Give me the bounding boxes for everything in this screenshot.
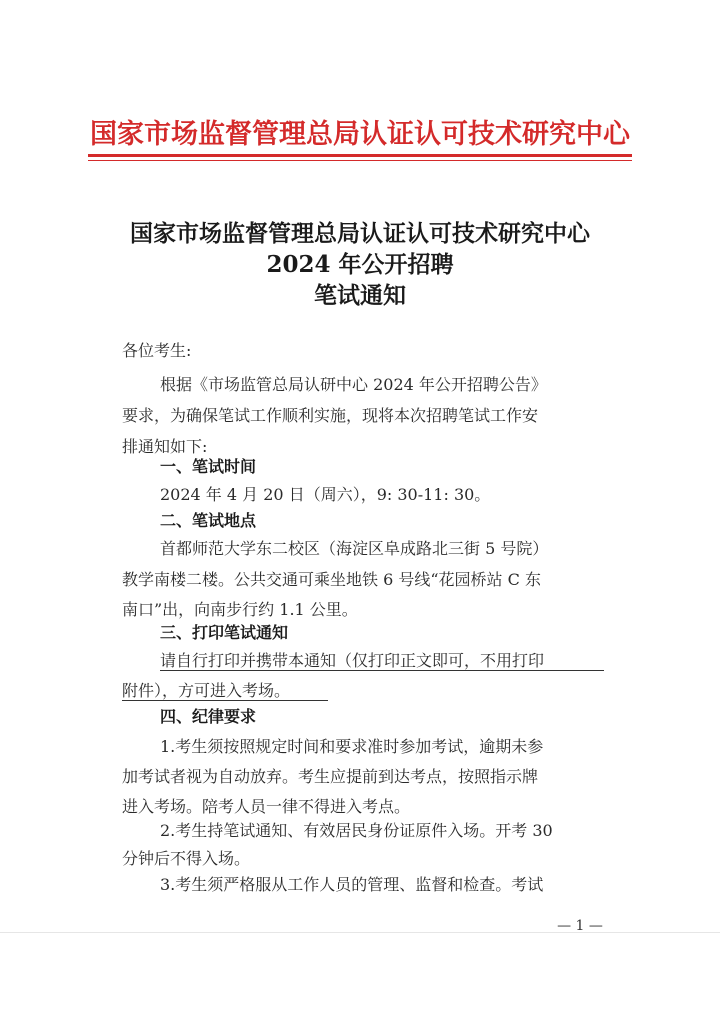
section-discipline-line-6: 3.考生须严格服从工作人员的管理、监督和检查。考试 [160,875,544,894]
title-line-2: 2024 年公开招聘 [266,251,454,278]
intro-line-2: 要求，为确保笔试工作顺利实施，现将本次招聘笔试工作安 [122,406,539,425]
section-location-line-2: 教学南楼二楼。公共交通可乘坐地铁 6 号线“花园桥站 C 东 [122,570,541,589]
section-heading-discipline: 四、纪律要求 [160,707,257,726]
section-heading-location: 二、笔试地点 [160,511,257,530]
section-print-line-2: 附件），方可进入考场。 [122,681,291,700]
section-discipline-line-1: 1.考生须按照规定时间和要求准时参加考试，逾期未参 [160,737,544,756]
print-notice-underline-2 [122,700,328,701]
section-discipline-line-2: 加考试者视为自动放弃。考生应提前到达考点，按照指示牌 [122,767,539,786]
title-line-1: 国家市场监督管理总局认证认可技术研究中心 [130,220,590,247]
section-discipline-line-4: 2.考生持笔试通知、有效居民身份证原件入场。开考 30 [160,821,553,840]
section-discipline-line-3: 进入考场。陪考人员一律不得进入考点。 [122,797,411,816]
section-time-line-1: 2024 年 4 月 20 日（周六），9: 30-11: 30。 [160,485,491,504]
print-notice-underline-1 [160,670,604,671]
section-heading-print: 三、打印笔试通知 [160,623,289,642]
intro-line-3: 排通知如下: [122,437,208,456]
header-rule-thick [88,154,632,157]
title-line-3: 笔试通知 [314,282,406,309]
section-heading-time: 一、笔试时间 [160,457,257,476]
org-header: 国家市场监督管理总局认证认可技术研究中心 [90,119,630,150]
section-discipline-line-5: 分钟后不得入场。 [122,849,251,868]
salutation: 各位考生: [122,341,192,360]
section-print-line-1: 请自行打印并携带本通知（仅打印正文即可，不用打印 [160,651,545,670]
section-location-line-3: 南口”出，向南步行约 1.1 公里。 [122,600,358,619]
section-location-line-1: 首都师范大学东二校区（海淀区阜成路北三街 5 号院） [160,539,549,558]
header-rule-thin [88,160,632,161]
document-title [60,218,660,311]
intro-line-1: 根据《市场监管总局认研中心 2024 年公开招聘公告》 [160,375,547,394]
page-number: — 1 — [557,918,603,934]
